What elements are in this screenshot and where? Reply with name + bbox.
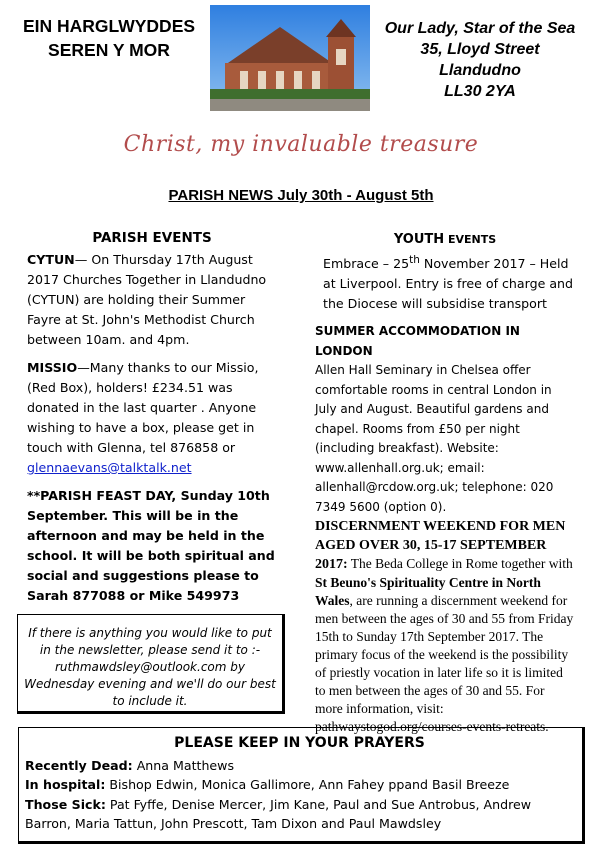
sick-text: Pat Fyffe, Denise Mercer, Jim Kane, Paul and Sue Antrobus, Andrew Barron, Maria Tattun, John Prescott, Tam Dixon and Paul Mawdsley xyxy=(25,796,532,831)
missio-label: MISSIO xyxy=(27,360,78,375)
hospital-text: Bishop Edwin, Monica Gallimore, Ann Fahey ppand Basil Breeze xyxy=(105,777,510,792)
youth-embrace-item xyxy=(323,250,575,314)
address-street: 35, Lloyd Street xyxy=(420,41,540,58)
church-welsh-name xyxy=(14,14,204,62)
church-english-name: Our Lady, Star of the Sea xyxy=(384,20,576,37)
youth-text-b: November 2017 – Held at Liverpool. Entry is free of charge and the Diocese will subsidise transport xyxy=(323,256,574,312)
submit-text-1: If there is anything you would like to put in the newsletter, please send it to :- xyxy=(28,626,272,657)
church-photo xyxy=(210,5,370,111)
those-sick-line xyxy=(25,795,574,834)
recently-dead-line xyxy=(25,756,574,776)
prayers-heading: PLEASE KEEP IN YOUR PRAYERS xyxy=(174,735,425,751)
cytun-text: — On Thursday 17th August 2017 Churches Together in Llandudno (CYTUN) are holding their Summer Fayre at St. John's Methodist Church between 10am. and 4pm. xyxy=(27,252,267,347)
cytun-label: CYTUN xyxy=(27,252,75,267)
youth-heading-main: YOUTH xyxy=(393,232,445,247)
discernment-item xyxy=(315,517,575,736)
sick-label: Those Sick: xyxy=(25,796,106,812)
summer-title: SUMMER ACCOMMODATION IN LONDON xyxy=(315,324,520,358)
youth-heading-small: EVENTS xyxy=(444,233,497,246)
church-address xyxy=(372,18,588,102)
feast-day-item xyxy=(27,486,277,606)
youth-text-a: Embrace – 25 xyxy=(323,256,410,272)
discernment-bold: St Beuno's Spirituality Centre in North Wales xyxy=(315,575,541,609)
parish-events-heading: PARISH EVENTS xyxy=(92,230,212,246)
address-postcode: LL30 2YA xyxy=(444,83,516,100)
submit-text-2: by Wednesday evening and we'll do our best to include it. xyxy=(24,660,276,708)
youth-text-sup: th xyxy=(409,254,420,266)
cytun-item xyxy=(27,250,277,350)
right-column xyxy=(315,232,575,736)
feast-day-text: **PARISH FEAST DAY, Sunday 10th September. This will be in the afternoon and may be held in the school. It will be both spiritual and social and suggestions please to Sarah 877088 or Mike 549973 xyxy=(27,488,275,603)
parish-events-column xyxy=(27,228,277,614)
submit-email: ruthmawdsley@outlook.com xyxy=(54,660,227,674)
discernment-title: DISCERNMENT WEEKEND FOR MEN AGED OVER 30, 15-17 SEPTEMBER 2017: xyxy=(315,519,566,573)
dead-text: Anna Matthews xyxy=(132,757,235,773)
welsh-name-line2: SEREN Y MOR xyxy=(48,40,170,60)
hospital-label: In hospital: xyxy=(25,777,106,792)
missio-item xyxy=(27,358,277,478)
welsh-name-line1: EIN HARGLWYDDES xyxy=(22,16,196,36)
glenna-email-link[interactable]: glennaevans@talktalk.net xyxy=(27,460,192,475)
parish-news-heading xyxy=(0,187,602,204)
parish-news-text: PARISH NEWS July 30th - August 5th xyxy=(168,187,434,204)
dead-label: Recently Dead: xyxy=(25,757,133,773)
summer-accommodation-item xyxy=(315,322,575,517)
missio-text: —Many thanks to our Missio, (Red Box), holders! £234.51 was donated in the last quarter . Anyone wishing to have a box, please get in touch with Glenna, tel 876858 or xyxy=(27,360,259,455)
in-hospital-line xyxy=(25,775,574,795)
discernment-text-1: The Beda College in Rome together with xyxy=(347,556,573,572)
address-town: Llandudno xyxy=(439,62,521,79)
discernment-text-2: , are running a discernment weekend for men between the ages of 30 and 55 from Friday 15th to Sunday 17th September 2017. The primary focus of the weekend is the possibility of priestly vocation in later life so it is limited to men between the ages of 30 and 55. For more information, visit: pathwaystogod.org/courses-events-retreats. xyxy=(315,593,574,735)
newsletter-submission-box xyxy=(17,614,285,714)
youth-events-heading xyxy=(315,232,575,247)
prayers-box xyxy=(18,727,585,844)
tagline: Christ, my invaluable treasure xyxy=(123,132,479,157)
summer-text: Allen Hall Seminary in Chelsea offer comfortable rooms in central London in July and August. Beautiful gardens and chapel. Rooms from £50 per night (including breakfast). Website: www.allenhall.org.uk; email: allenhall@rcdow.org.uk; telephone: 020 7349 5600 (option 0). xyxy=(315,363,554,514)
